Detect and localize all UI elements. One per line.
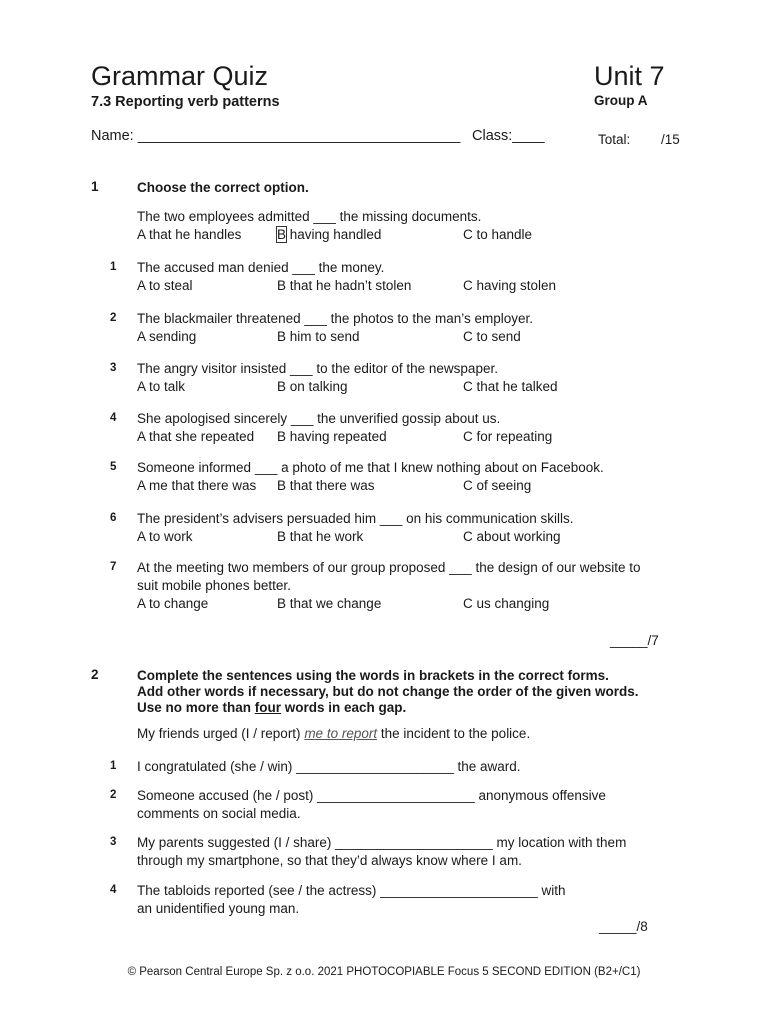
option-c: C us changing [463,596,550,611]
option-a: A to change [137,596,209,611]
question-number: 1 [110,760,117,772]
question-number: 6 [110,512,117,524]
section-2-example: My friends urged (I / report) me to report the incident to the police. [137,726,531,741]
total-value: /15 [661,132,680,147]
option-c: C for repeating [463,429,553,444]
section-2-score: _____/8 [599,919,648,934]
option-a: A that she repeated [137,429,255,444]
question-number: 7 [110,561,117,573]
example-sentence: The two employees admitted ___ the missing documents. [137,209,482,224]
section-2-instruction-2: Add other words if necessary, but do not change the order of the given words. [137,684,639,699]
name-field: Name: ________________________________________ [91,128,461,144]
example-answer-box: B [277,227,287,242]
question-text: She apologised sincerely ___ the unverified gossip about us. [137,411,501,426]
question-number: 3 [110,836,117,848]
section-2-instruction-3: Use no more than four words in each gap. [137,700,407,715]
section-1-instruction: Choose the correct option. [137,180,309,195]
question-number: 5 [110,461,117,473]
option-a: A sending [137,329,197,344]
example-option-a: A that he handles [137,227,242,242]
question-number: 2 [110,312,117,324]
quiz-subtitle: 7.3 Reporting verb patterns [91,94,280,110]
section-2-instruction-1: Complete the sentences using the words in brackets in the correct forms. [137,668,609,683]
question-text: an unidentified young man. [137,901,300,916]
example-option-b: B having handled [277,227,382,242]
group-label: Group A [594,93,648,108]
section-1-score: _____/7 [610,633,659,648]
question-number: 4 [110,412,117,424]
option-c: C of seeing [463,478,532,493]
option-b: B having repeated [277,429,387,444]
question-text: Someone informed ___ a photo of me that I knew nothing about on Facebook. [137,460,604,475]
question-text: comments on social media. [137,806,301,821]
option-b: B that there was [277,478,375,493]
option-c: C to send [463,329,521,344]
option-a: A to steal [137,278,193,293]
class-field: Class:____ [472,128,545,144]
question-text: suit mobile phones better. [137,578,291,593]
question-number: 3 [110,362,117,374]
option-a: A to talk [137,379,186,394]
example-answer: me to report [304,726,378,741]
question-text: The tabloids reported (see / the actress) _____________________ with [137,883,566,898]
option-a: A to work [137,529,193,544]
question-text: Someone accused (he / post) _____________________ anonymous offensive [137,788,606,803]
option-b: B him to send [277,329,360,344]
option-b: B that he hadn’t stolen [277,278,412,293]
copyright-footer: © Pearson Central Europe Sp. z o.o. 2021 PHOTOCOPIABLE Focus 5 SECOND EDITION (B2+/C1) [127,966,641,978]
question-text: The angry visitor insisted ___ to the editor of the newspaper. [137,361,498,376]
unit-label: Unit 7 [594,61,665,91]
quiz-title: Grammar Quiz [91,61,269,91]
question-number: 4 [110,884,117,896]
question-text: At the meeting two members of our group proposed ___ the design of our website to [137,560,641,575]
option-b: B that we change [277,596,382,611]
total-label: Total: [598,132,631,147]
option-a: A me that there was [137,478,257,493]
question-text: The blackmailer threatened ___ the photos to the man’s employer. [137,311,533,326]
question-text: through my smartphone, so that they’d always know where I am. [137,853,522,868]
question-text: The president’s advisers persuaded him ___ on his communication skills. [137,511,574,526]
section-2-number: 2 [91,667,99,682]
option-c: C about working [463,529,561,544]
question-text: The accused man denied ___ the money. [137,260,385,275]
question-number: 2 [110,789,117,801]
section-1-number: 1 [91,179,99,194]
question-text: I congratulated (she / win) _____________________ the award. [137,759,521,774]
option-b: B on talking [277,379,348,394]
question-text: My parents suggested (I / share) _____________________ my location with them [137,835,627,850]
option-c: C that he talked [463,379,558,394]
question-number: 1 [110,261,117,273]
option-c: C having stolen [463,278,557,293]
example-option-c: C to handle [463,227,533,242]
option-b: B that he work [277,529,364,544]
